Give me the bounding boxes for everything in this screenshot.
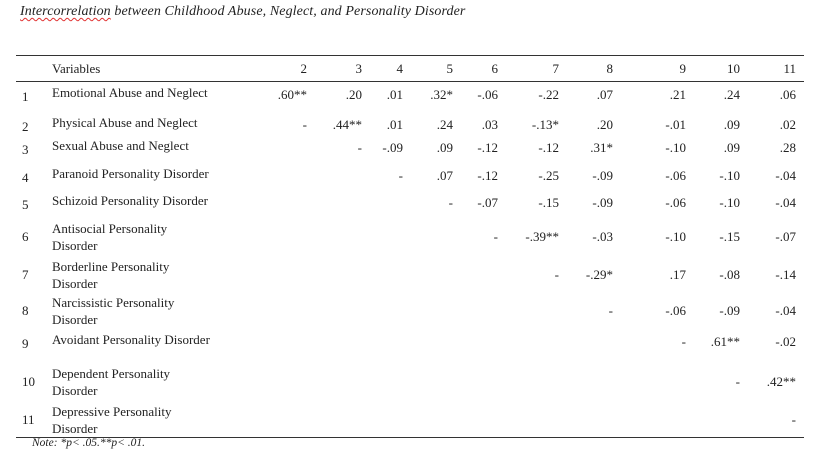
cell-value: .44** [332,117,362,132]
title-rest: between Childhood Abuse, Neglect, and Personality Disorder [110,4,466,19]
row-label: Borderline Personality [52,259,170,274]
row-label: Narcissistic Personality [52,295,175,310]
row-label: Schizoid Personality Disorder [52,193,208,208]
row-number: 5 [22,197,29,212]
cell-value: -.06 [665,303,686,318]
row-label: Emotional Abuse and Neglect [52,85,208,100]
cell-value: -.12 [538,140,559,155]
row-number: 9 [22,336,29,351]
table-title [20,4,465,20]
cell-value: -.09 [719,303,740,318]
cell-value: -.04 [775,168,796,183]
cell-value: - [448,195,453,210]
cell-value: -.13* [531,117,559,132]
cell-value: .60** [277,87,307,102]
header-variables: Variables [52,61,101,76]
cell-value: -.10 [665,229,686,244]
cell-value: -.06 [477,87,498,102]
cell-value: -.06 [665,168,686,183]
cell-value: - [493,229,498,244]
cell-value: -.12 [477,168,498,183]
header-col-7: 7 [552,61,559,76]
header-col-8: 8 [606,61,613,76]
row-label: Disorder [52,276,98,291]
row-label: Antisocial Personality [52,221,168,236]
cell-value: -.09 [592,195,613,210]
header-rule [16,81,804,82]
row-number: 7 [22,267,29,282]
header-col-10: 10 [727,61,740,76]
header-col-2: 2 [300,61,307,76]
cell-value: -.07 [477,195,498,210]
cell-value: -.07 [775,229,796,244]
cell-value: - [608,303,613,318]
cell-value: .07 [436,168,453,183]
row-label: Paranoid Personality Disorder [52,166,209,181]
cell-value: - [735,374,740,389]
cell-value: -.04 [775,303,796,318]
cell-value: -.09 [382,140,403,155]
cell-value: .06 [779,87,796,102]
row-number: 11 [22,412,35,427]
cell-value: -.01 [665,117,686,132]
cell-value: .02 [779,117,796,132]
cell-value: -.02 [775,334,796,349]
row-label: Disorder [52,421,98,436]
cell-value: - [681,334,686,349]
cell-value: -.10 [719,168,740,183]
row-label: Disorder [52,383,98,398]
cell-value: -.14 [775,267,796,282]
row-number: 10 [22,374,35,389]
row-number: 3 [22,142,29,157]
cell-value: .28 [779,140,796,155]
cell-value: - [302,117,307,132]
cell-value: .09 [723,140,740,155]
header-col-11: 11 [783,61,796,76]
cell-value: .01 [386,117,403,132]
header-col-5: 5 [446,61,453,76]
cell-value: - [791,412,796,427]
cell-value: -.15 [538,195,559,210]
cell-value: -.09 [592,168,613,183]
cell-value: .09 [723,117,740,132]
table-note [32,437,145,449]
cell-value: .31* [590,140,613,155]
cell-value: -.15 [719,229,740,244]
row-label: Avoidant Personality Disorder [52,332,210,347]
row-number: 8 [22,303,29,318]
row-label: Disorder [52,238,98,253]
cell-value: .21 [669,87,686,102]
title-squiggled-word: Intercorrelation [20,4,111,19]
row-label: Depressive Personality [52,404,172,419]
cell-value: -.25 [538,168,559,183]
cell-value: -.29* [585,267,613,282]
note-text: *p< .05.**p< .01. [57,437,145,449]
cell-value: .20 [596,117,613,132]
cell-value: .42** [766,374,796,389]
header-col-3: 3 [355,61,362,76]
row-number: 1 [22,89,29,104]
cell-value: -.22 [538,87,559,102]
cell-value: .32* [430,87,453,102]
cell-value: - [357,140,362,155]
row-number: 2 [22,119,29,134]
row-number: 6 [22,229,29,244]
cell-value: -.08 [719,267,740,282]
cell-value: - [554,267,559,282]
top-rule [16,55,804,56]
header-col-6: 6 [491,61,498,76]
cell-value: .24 [436,117,453,132]
cell-value: .24 [723,87,740,102]
row-label: Disorder [52,312,98,327]
row-number: 4 [22,170,29,185]
cell-value: -.06 [665,195,686,210]
cell-value: .03 [481,117,498,132]
cell-value: - [398,168,403,183]
cell-value: .17 [669,267,686,282]
cell-value: -.10 [665,140,686,155]
header-col-9: 9 [679,61,686,76]
cell-value: .07 [596,87,613,102]
header-col-4: 4 [396,61,403,76]
cell-value: -.12 [477,140,498,155]
cell-value: -.04 [775,195,796,210]
cell-value: -.10 [719,195,740,210]
cell-value: .09 [436,140,453,155]
cell-value: .61** [710,334,740,349]
cell-value: -.03 [592,229,613,244]
cell-value: .20 [345,87,362,102]
cell-value: .01 [386,87,403,102]
note-prefix: Note: [32,437,58,449]
row-label: Sexual Abuse and Neglect [52,138,189,153]
row-label: Physical Abuse and Neglect [52,115,198,130]
row-label: Dependent Personality [52,366,171,381]
cell-value: -.39** [525,229,559,244]
